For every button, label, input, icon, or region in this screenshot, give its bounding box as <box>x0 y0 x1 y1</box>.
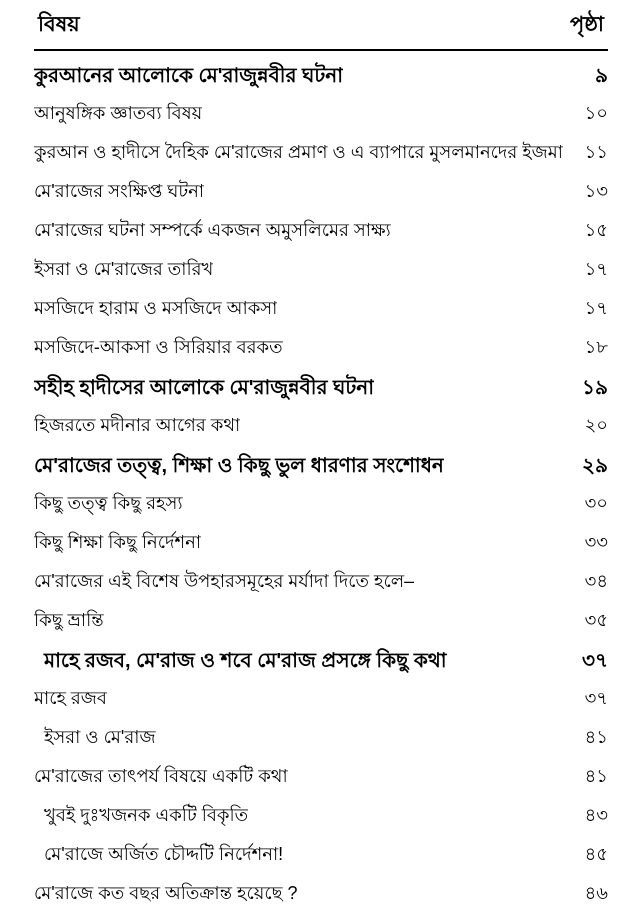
toc-entry-title: মে'রাজে কত বছর অতিক্রান্ত হয়েছে ? <box>34 883 298 903</box>
toc-entry-title: ইসরা ও মে'রাজের তারিখ <box>34 259 214 279</box>
toc-entry-title: কুরআন ও হাদীসে দৈহিক মে'রাজের প্রমাণ ও এ ব্যাপারে মুসলমানদের ইজমা <box>34 142 563 162</box>
toc-entry[interactable] <box>34 138 608 169</box>
toc-entry[interactable] <box>34 333 608 364</box>
toc-entry[interactable] <box>34 99 608 130</box>
toc-entry-page-number: ৩৩ <box>584 532 608 552</box>
toc-entry-title: আনুষঙ্গিক জ্ঞাতব্য বিষয় <box>34 103 203 123</box>
toc-entry[interactable] <box>34 216 608 247</box>
toc-entry-page-number: ২৯ <box>582 455 608 477</box>
toc-entry-page-number: ৪৫ <box>584 844 608 864</box>
toc-entry[interactable] <box>34 373 608 406</box>
toc-entry[interactable] <box>34 606 608 637</box>
toc-entry[interactable] <box>34 528 608 559</box>
toc-entry-title: কিছু তত্ত্ব কিছু রহস্য <box>34 493 183 513</box>
toc-entry-title: কিছু শিক্ষা কিছু নির্দেশনা <box>34 532 202 552</box>
toc-entry-title: ইসরা ও মে'রাজ <box>44 727 156 747</box>
toc-entry-title: মাহে রজব <box>34 688 107 708</box>
toc-entry-title: মে'রাজের তত্ত্ব, শিক্ষা ও কিছু ভুল ধারণার সংশোধন <box>34 455 444 477</box>
toc-entry-page-number: ৩৫ <box>584 610 608 630</box>
toc-entry-title: মাহে রজব, মে'রাজ ও শবে মে'রাজ প্রসঙ্গে কিছু কথা <box>44 650 447 672</box>
column-header-page: পৃষ্ঠা <box>569 13 604 36</box>
toc-entry-title: সহীহ হাদীসের আলোকে মে'রাজুন্নবীর ঘটনা <box>34 377 374 399</box>
toc-entry-page-number: ৪৬ <box>584 883 608 903</box>
toc-entry-title: কুরআনের আলোকে মে'রাজুন্নবীর ঘটনা <box>34 65 343 87</box>
toc-entry-title: মসজিদে হারাম ও মসজিদে আকসা <box>34 298 278 318</box>
toc-entry[interactable] <box>34 489 608 520</box>
toc-entry[interactable] <box>34 411 608 442</box>
toc-entry[interactable] <box>34 567 608 598</box>
toc-entry-page-number: ৯ <box>595 65 608 87</box>
toc-entry-page-number: ৩৭ <box>584 688 608 708</box>
toc-entry[interactable] <box>34 684 608 715</box>
toc-entry-list <box>34 61 608 910</box>
toc-entry[interactable] <box>34 762 608 793</box>
toc-entry-page-number: ৪৩ <box>584 805 608 825</box>
toc-entry-page-number: ২০ <box>584 415 608 435</box>
toc-entry-page-number: ১০ <box>584 103 608 123</box>
toc-entry-page-number: ৪১ <box>584 766 608 786</box>
column-header-subject: বিষয় <box>38 13 80 36</box>
toc-entry-title: মে'রাজের ঘটনা সম্পর্কে একজন অমুসলিমের সাক্ষ্য <box>34 220 391 240</box>
toc-entry[interactable] <box>34 840 608 871</box>
toc-entry-title: মে'রাজের তাৎপর্য বিষয়ে একটি কথা <box>34 766 288 786</box>
toc-entry[interactable] <box>34 801 608 832</box>
toc-entry-title: মে'রাজে অর্জিত চৌদ্দটি নির্দেশনা! <box>44 844 284 864</box>
toc-entry-title: কিছু ভ্রান্তি <box>34 610 104 630</box>
toc-entry-page-number: ১৭ <box>584 298 608 318</box>
toc-entry[interactable] <box>34 255 608 286</box>
toc-header <box>34 8 608 49</box>
toc-entry-title: মে'রাজের সংক্ষিপ্ত ঘটনা <box>34 181 205 201</box>
toc-entry[interactable] <box>34 879 608 910</box>
toc-entry-page-number: ৩৪ <box>584 571 608 591</box>
toc-entry-title: মে'রাজের এই বিশেষ উপহারসমূহের মর্যাদা দিতে হলে– <box>34 571 415 591</box>
toc-entry[interactable] <box>34 646 608 679</box>
toc-entry[interactable] <box>34 723 608 754</box>
toc-entry[interactable] <box>34 451 608 484</box>
toc-entry-page-number: ৩০ <box>584 493 608 513</box>
toc-entry-page-number: ১৭ <box>584 259 608 279</box>
toc-entry-title: মসজিদে-আকসা ও সিরিয়ার বরকত <box>34 337 283 357</box>
header-divider <box>34 49 608 51</box>
toc-entry-page-number: ৩৭ <box>581 650 608 672</box>
toc-entry-title: খুবই দুঃখজনক একটি বিকৃতি <box>44 805 249 825</box>
toc-entry-page-number: ১৯ <box>582 377 608 399</box>
toc-entry[interactable] <box>34 177 608 208</box>
toc-entry-page-number: ১১ <box>584 142 608 162</box>
toc-entry-page-number: ৪১ <box>584 727 608 747</box>
toc-entry[interactable] <box>34 294 608 325</box>
toc-entry[interactable] <box>34 61 608 94</box>
toc-entry-page-number: ১৫ <box>584 220 608 240</box>
toc-entry-page-number: ১৩ <box>584 181 608 201</box>
toc-entry-title: হিজরতে মদীনার আগের কথা <box>34 415 241 435</box>
toc-entry-page-number: ১৮ <box>584 337 608 357</box>
